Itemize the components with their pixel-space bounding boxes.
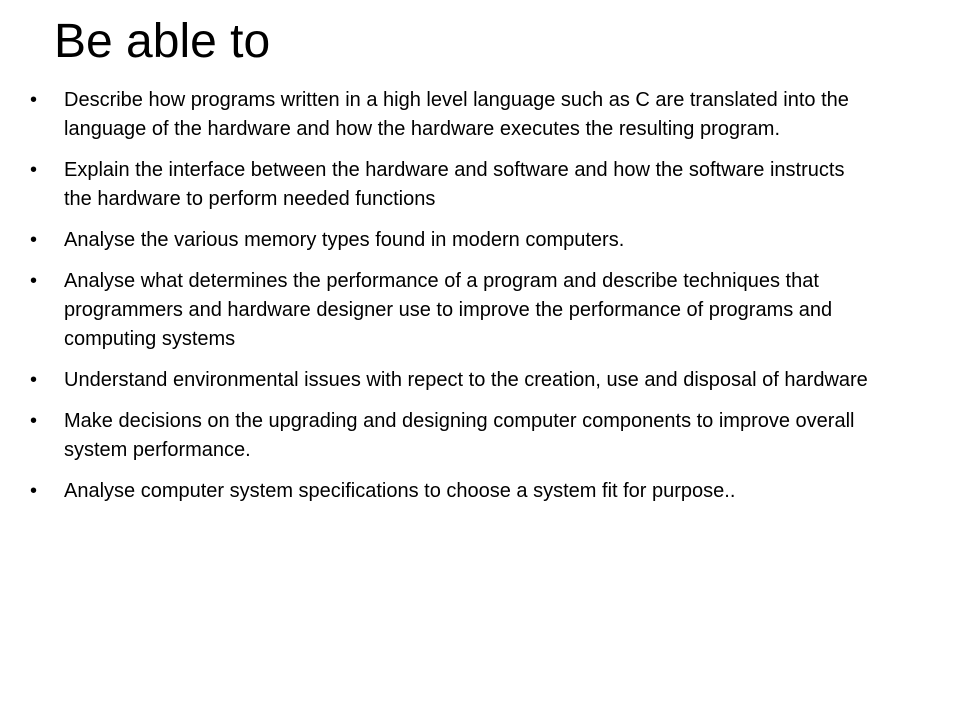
list-item xyxy=(30,156,870,214)
list-item xyxy=(30,86,870,144)
bullet-text: Make decisions on the upgrading and designing computer components to improve overall system performance. xyxy=(64,410,855,461)
bullet-text: Analyse the various memory types found in modern computers. xyxy=(64,229,625,251)
bullet-icon: • xyxy=(30,229,38,251)
bullet-icon: • xyxy=(30,89,38,111)
bullet-list xyxy=(30,86,870,518)
list-item xyxy=(30,407,870,465)
bullet-text: Analyse what determines the performance of a program and describe techniques that programmers and hardware designer use to improve the performance of programs and computing systems xyxy=(64,270,833,350)
bullet-text: Explain the interface between the hardware and software and how the software instructs the hardware to perform needed functions xyxy=(64,159,845,210)
bullet-icon: • xyxy=(30,270,38,292)
bullet-text: Describe how programs written in a high level language such as C are translated into the language of the hardware and how the hardware executes the resulting program. xyxy=(64,89,849,140)
list-item xyxy=(30,267,870,354)
bullet-icon: • xyxy=(30,159,38,181)
list-item xyxy=(30,226,870,255)
bullet-text: Analyse computer system specifications to choose a system fit for purpose.. xyxy=(64,480,736,502)
bullet-icon: • xyxy=(30,410,38,432)
bullet-text: Understand environmental issues with repect to the creation, use and disposal of hardware xyxy=(64,369,868,391)
slide-title: Be able to xyxy=(54,15,271,68)
bullet-icon: • xyxy=(30,369,38,391)
list-item xyxy=(30,477,870,506)
bullet-icon: • xyxy=(30,480,38,502)
list-item xyxy=(30,366,870,395)
